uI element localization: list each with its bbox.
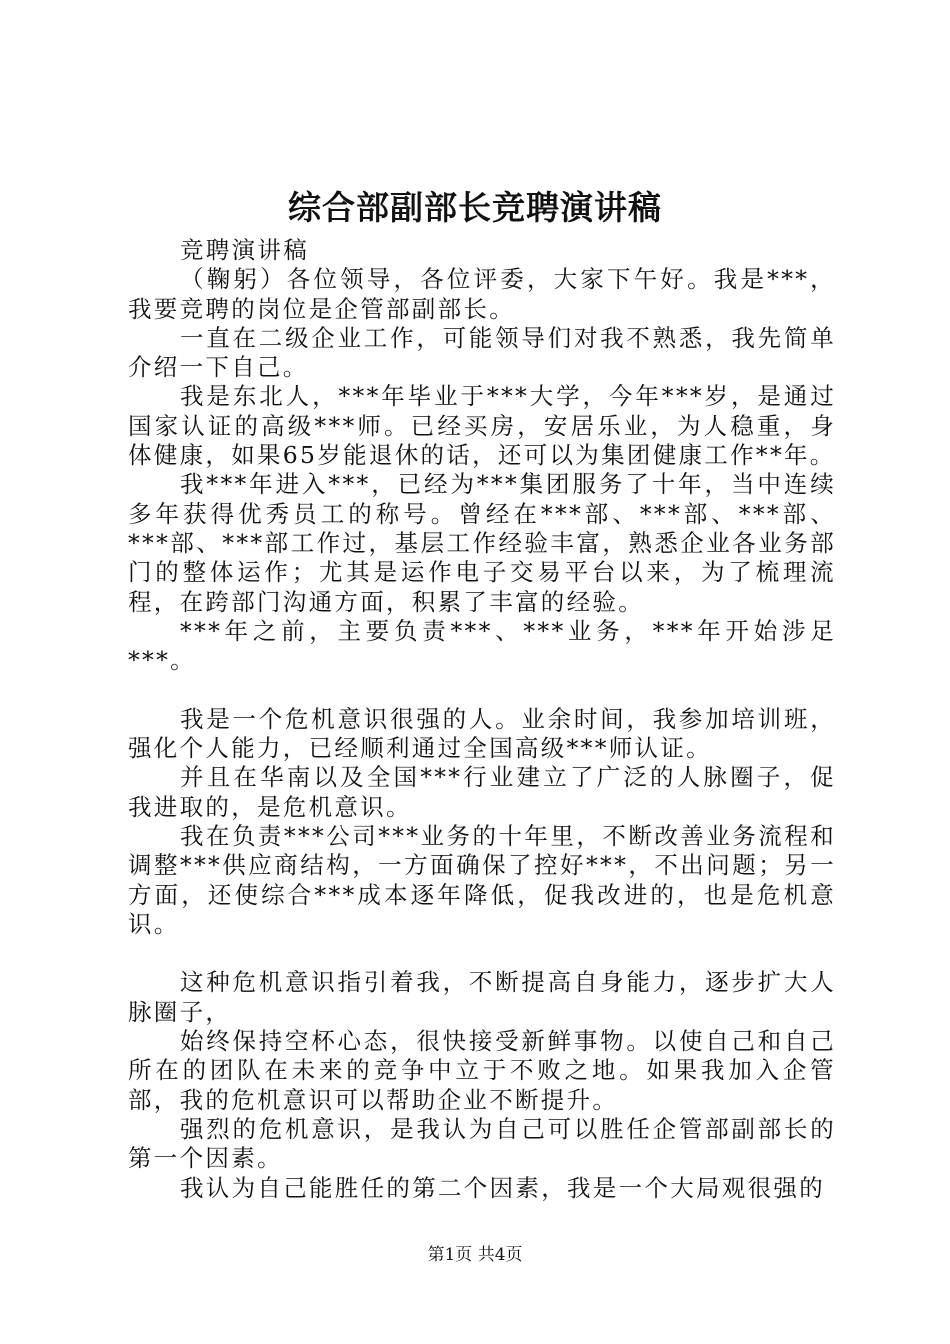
page-footer: 第1页 共4页 (427, 1245, 523, 1265)
paragraph-5: 我***年进入***，已经为***集团服务了十年，当中连续多年获得优秀员工的称号。曾经在***部、***部、***部、***部、***部工作过，基层工作经验丰富，熟悉企业各业务部门的整体运作；尤其是运作电子交易平台以来，为了梳理流程，在跨部门沟通方面，积累了丰富的经验。 (128, 470, 836, 616)
paragraph-11: 始终保持空杯心态，很快接受新鲜事物。以使自己和自己所在的团队在未来的竞争中立于不败之地。如果我加入企管部，我的危机意识可以帮助企业不断提升。 (128, 1027, 836, 1114)
paragraph-2: （鞠躬）各位领导，各位评委，大家下午好。我是***，我要竞聘的岗位是企管部副部长。 (128, 265, 836, 323)
paragraph-13: 我认为自己能胜任的第二个因素，我是一个大局观很强的 (180, 1173, 825, 1202)
document-title: 综合部副部长竞聘演讲稿 (288, 188, 662, 227)
paragraph-4: 我是东北人，***年毕业于***大学，今年***岁，是通过国家认证的高级***师。已经买房，安居乐业，为人稳重，身体健康，如果65岁能退休的话，还可以为集团健康工作**年。 (128, 382, 836, 470)
paragraph-7: 我是一个危机意识很强的人。业余时间，我参加培训班，强化个人能力，已经顺利通过全国高级***师认证。 (128, 704, 836, 763)
document-body (128, 236, 836, 1203)
paragraph-3: 一直在二级企业工作，可能领导们对我不熟悉，我先简单介绍一下自己。 (128, 323, 836, 382)
paragraph-8: 并且在华南以及全国***行业建立了广泛的人脉圈子，促我进取的，是危机意识。 (128, 763, 836, 821)
paragraph-6: ***年之前，主要负责***、***业务，***年开始涉足***。 (128, 616, 836, 675)
paragraph-1: 竞聘演讲稿 (180, 236, 309, 264)
paragraph-9: 我在负责***公司***业务的十年里，不断改善业务流程和调整***供应商结构，一方面确保了控好***，不出问题；另一方面，还使综合***成本逐年降低，促我改进的，也是危机意识。 (128, 821, 836, 938)
paragraph-10: 这种危机意识指引着我，不断提高自身能力，逐步扩大人脉圈子， (128, 968, 836, 1026)
paragraph-12: 强烈的危机意识，是我认为自己可以胜任企管部副部长的第一个因素。 (128, 1114, 836, 1173)
